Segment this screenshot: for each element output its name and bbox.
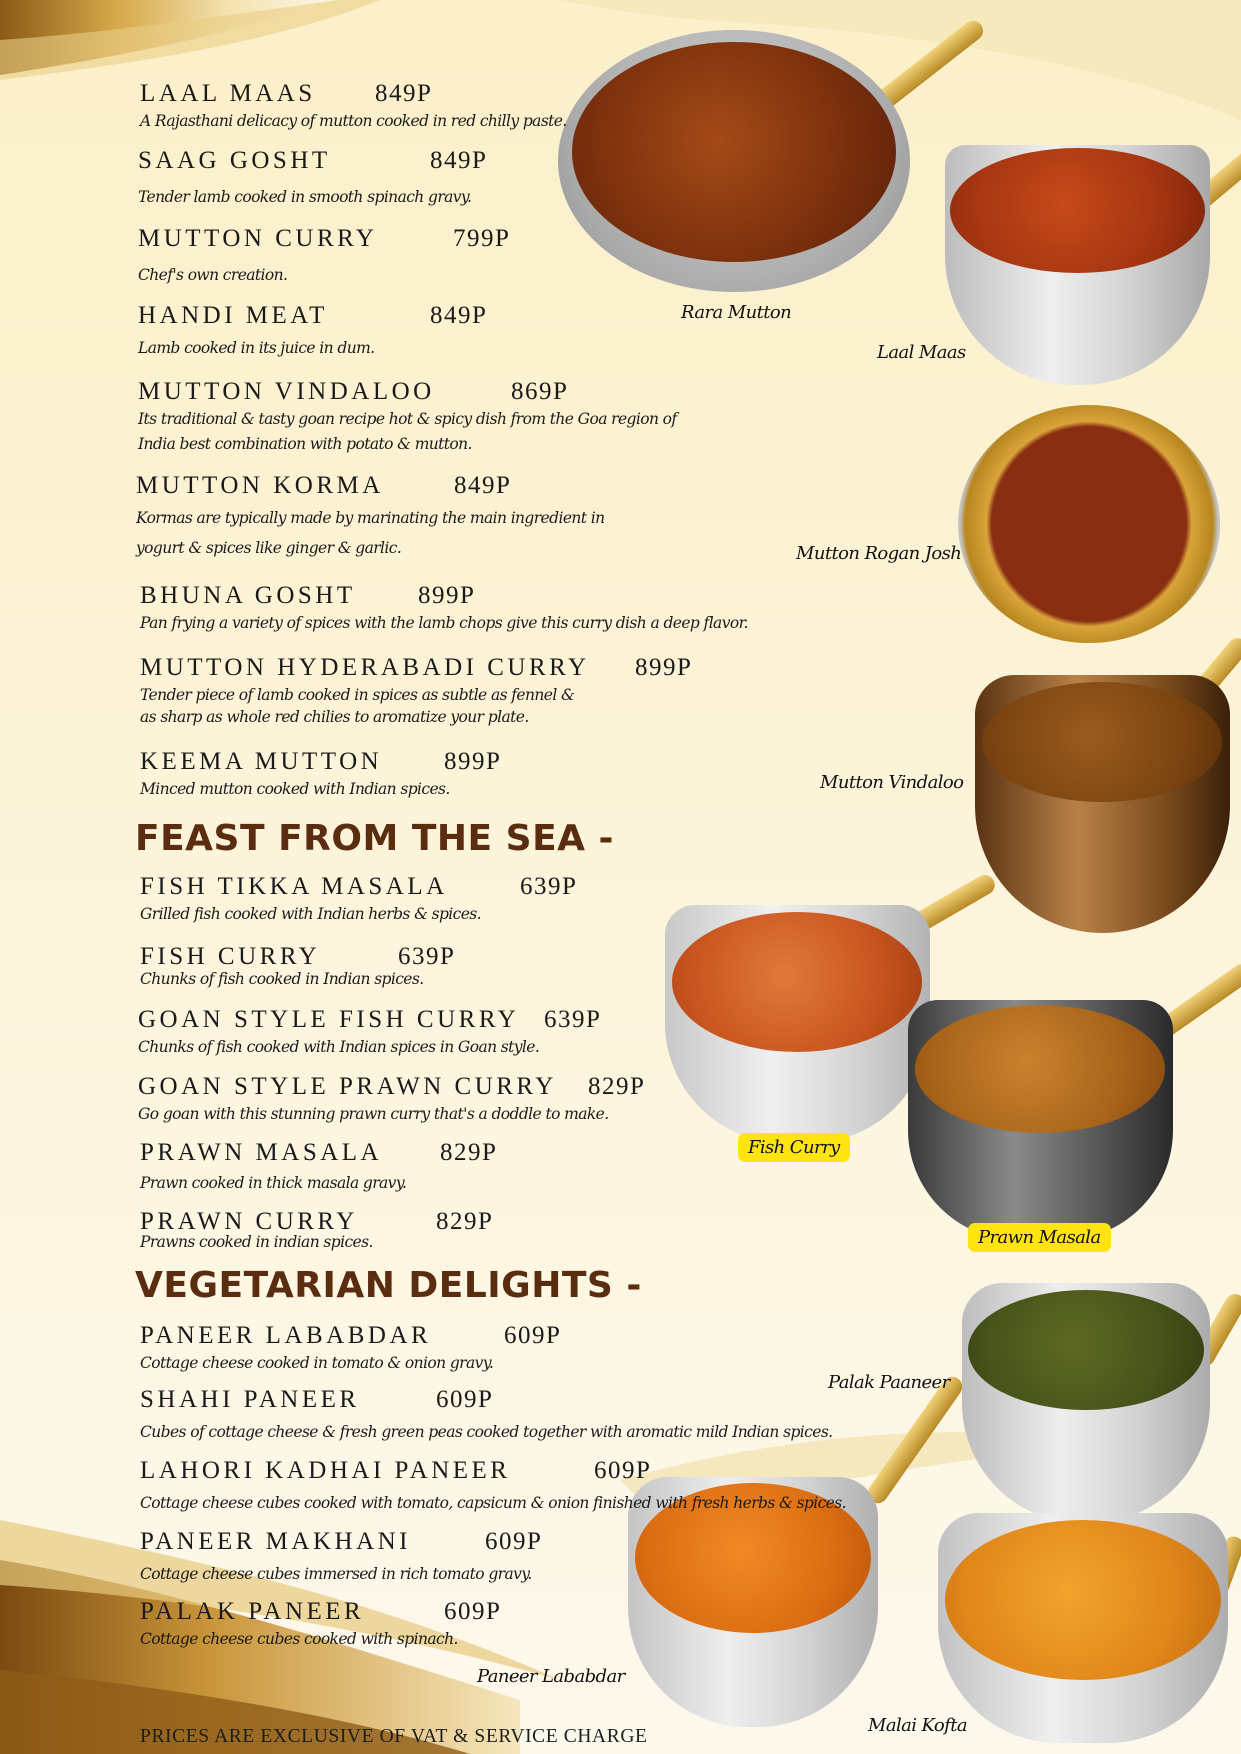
item-name: SHAHI PANEER 609P (140, 1386, 494, 1413)
item-name: GOAN STYLE PRAWN CURRY 829P (138, 1073, 646, 1100)
section-heading-vegetarian: VEGETARIAN DELIGHTS - (135, 1265, 642, 1306)
item-price: 829P (436, 1208, 494, 1235)
menu-item (140, 1139, 498, 1195)
item-description: as sharp as whole red chilies to aromatize your plate. (140, 708, 529, 726)
caption-palak-paaneer: Palak Paaneer (828, 1372, 950, 1393)
item-description: Cottage cheese cubes cooked with spinach. (140, 1630, 458, 1648)
menu-item (140, 80, 567, 133)
item-price: 609P (594, 1457, 652, 1484)
caption-laal-maas: Laal Maas (877, 342, 966, 363)
laal-maas-curry (950, 148, 1205, 273)
item-description: Lamb cooked in its juice in dum. (138, 339, 375, 357)
item-name: FISH CURRY 639P (140, 943, 456, 970)
prawn-masala-gravy (915, 1005, 1165, 1133)
item-price: 829P (440, 1139, 498, 1166)
item-name: MUTTON CURRY 799P (138, 225, 511, 252)
item-price: 609P (444, 1598, 502, 1625)
menu-item (136, 472, 604, 560)
item-description: Cottage cheese cooked in tomato & onion gravy. (140, 1354, 494, 1372)
item-price: 609P (436, 1386, 494, 1413)
menu-item (138, 225, 511, 287)
caption-mutton-rogan-josh: Mutton Rogan Josh (796, 543, 962, 564)
item-name: PRAWN CURRY 829P (140, 1208, 494, 1235)
item-name: MUTTON HYDERABADI CURRY 899P (140, 654, 693, 681)
item-description: Minced mutton cooked with Indian spices. (140, 780, 450, 798)
menu-item (140, 943, 456, 991)
caption-rara-mutton: Rara Mutton (681, 302, 792, 323)
item-name: LAAL MAAS 849P (140, 80, 433, 107)
item-name: MUTTON VINDALOO 869P (138, 378, 569, 405)
item-price: 639P (544, 1006, 602, 1033)
item-description: Go goan with this stunning prawn curry that's a doddle to make. (138, 1105, 609, 1123)
item-name: SAAG GOSHT 849P (138, 147, 488, 174)
item-name: LAHORI KADHAI PANEER 609P (140, 1457, 652, 1484)
item-price: 639P (520, 873, 578, 900)
menu-item (140, 1208, 494, 1254)
item-name: BHUNA GOSHT 899P (140, 582, 476, 609)
menu-item (140, 582, 748, 635)
menu-item (140, 748, 502, 801)
item-price: 849P (454, 472, 512, 499)
menu-item (138, 378, 677, 456)
mutton-rogan-josh-photo (958, 405, 1220, 643)
menu-item (138, 1006, 602, 1059)
item-name: FISH TIKKA MASALA 639P (140, 873, 578, 900)
menu-item (140, 1386, 833, 1444)
caption-fish-curry: Fish Curry (738, 1133, 850, 1162)
item-price: 849P (430, 302, 488, 329)
item-price: 849P (430, 147, 488, 174)
item-description: Prawn cooked in thick masala gravy. (140, 1174, 407, 1192)
item-price: 899P (444, 748, 502, 775)
item-price: 899P (635, 654, 693, 681)
item-price: 609P (485, 1528, 543, 1555)
caption-malai-kofta: Malai Kofta (868, 1715, 967, 1736)
item-price: 609P (504, 1322, 562, 1349)
palak-paneer-gravy (968, 1290, 1204, 1410)
item-price: 849P (375, 80, 433, 107)
mutton-vindaloo-curry (982, 682, 1222, 802)
item-description: Tender lamb cooked in smooth spinach gravy. (138, 188, 472, 206)
item-description: Chef's own creation. (138, 266, 288, 284)
item-description: Pan frying a variety of spices with the lamb chops give this curry dish a deep flavor. (140, 614, 749, 632)
menu-item (140, 1598, 502, 1651)
menu-item (138, 1073, 646, 1126)
section-heading-seafood: FEAST FROM THE SEA - (135, 818, 615, 859)
item-name: MUTTON KORMA 849P (136, 472, 512, 499)
item-description: Cottage cheese cubes cooked with tomato, capsicum & onion finished with fresh herbs & spices. (140, 1494, 846, 1512)
item-name: PALAK PANEER 609P (140, 1598, 502, 1625)
caption-paneer-lababdar: Paneer Lababdar (477, 1666, 625, 1687)
caption-prawn-masala: Prawn Masala (968, 1223, 1111, 1252)
item-price: 639P (398, 943, 456, 970)
item-price: 799P (453, 225, 511, 252)
item-description: Chunks of fish cooked with Indian spices in Goan style. (138, 1038, 540, 1056)
menu-item (138, 147, 488, 209)
menu-item (140, 1457, 846, 1515)
item-name: PRAWN MASALA 829P (140, 1139, 498, 1166)
item-name: PANEER MAKHANI 609P (140, 1528, 543, 1555)
item-description: Kormas are typically made by marinating the main ingredient in (136, 509, 605, 527)
item-description: Cubes of cottage cheese & fresh green peas cooked together with aromatic mild Indian spices. (140, 1423, 833, 1441)
item-description: yogurt & spices like ginger & garlic. (136, 539, 402, 557)
item-name: HANDI MEAT 849P (138, 302, 488, 329)
malai-kofta-gravy (945, 1520, 1221, 1680)
menu-item (140, 1528, 543, 1586)
menu-item (138, 302, 488, 360)
menu-item (140, 654, 693, 729)
item-name: GOAN STYLE FISH CURRY 639P (138, 1006, 602, 1033)
item-description: Tender piece of lamb cooked in spices as subtle as fennel & (140, 686, 575, 704)
menu-item (140, 873, 578, 926)
item-description: Its traditional & tasty goan recipe hot & spicy dish from the Goa region of (138, 410, 677, 428)
rara-mutton-curry (572, 42, 896, 262)
item-name: KEEMA MUTTON 899P (140, 748, 502, 775)
caption-mutton-vindaloo: Mutton Vindaloo (820, 772, 964, 793)
fish-curry-gravy (672, 912, 922, 1052)
item-price: 899P (418, 582, 476, 609)
item-description: Grilled fish cooked with Indian herbs & spices. (140, 905, 481, 923)
item-price: 869P (511, 378, 569, 405)
item-description: India best combination with potato & mutton. (138, 435, 472, 453)
item-name: PANEER LABABDAR 609P (140, 1322, 562, 1349)
item-description: Prawns cooked in indian spices. (140, 1233, 373, 1251)
footer-note: PRICES ARE EXCLUSIVE OF VAT & SERVICE CHARGE (140, 1726, 648, 1747)
menu-item (140, 1322, 562, 1375)
item-description: Chunks of fish cooked in Indian spices. (140, 970, 424, 988)
item-description: A Rajasthani delicacy of mutton cooked in red chilly paste. (140, 112, 567, 130)
item-price: 829P (588, 1073, 646, 1100)
item-description: Cottage cheese cubes immersed in rich tomato gravy. (140, 1565, 532, 1583)
